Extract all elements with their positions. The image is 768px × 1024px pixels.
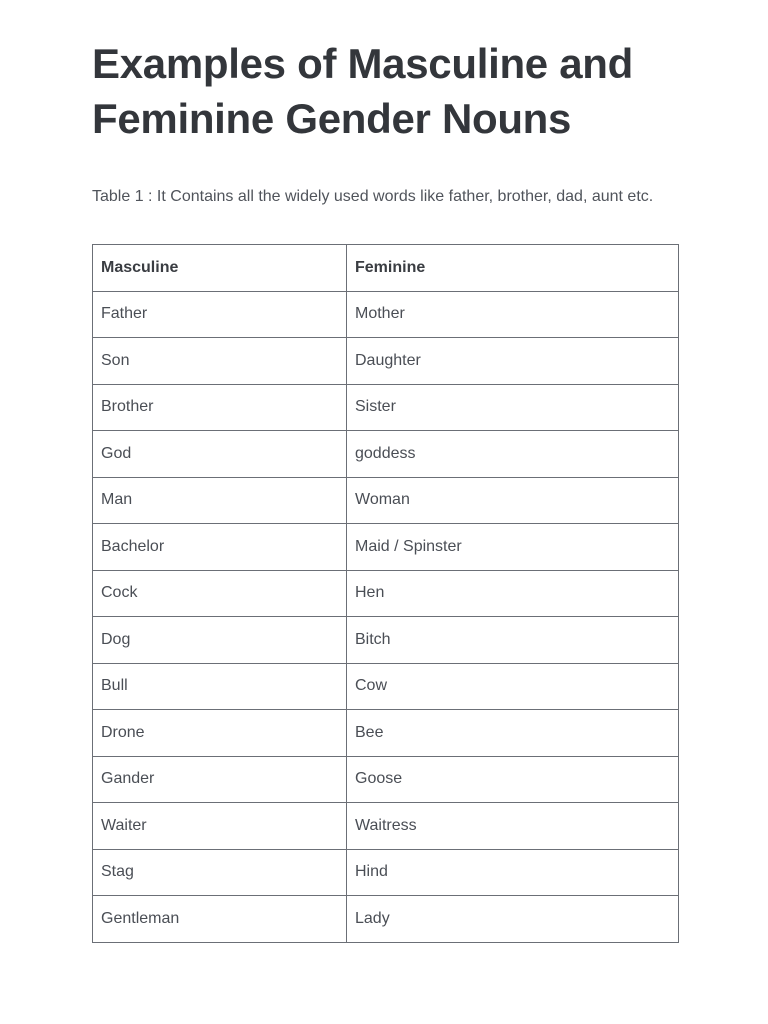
feminine-cell: Lady [347,896,679,943]
masculine-cell: Son [93,338,347,385]
table-row [93,338,679,385]
document-page [92,36,678,943]
column-header-masculine: Masculine [93,245,347,292]
feminine-cell: Cow [347,663,679,710]
gender-nouns-table [92,244,679,943]
table-row [93,291,679,338]
table-caption: Table 1 : It Contains all the widely used words like father, brother, dad, aunt etc. [92,188,654,205]
masculine-cell: Bull [93,663,347,710]
table-row [93,431,679,478]
masculine-cell: Dog [93,617,347,664]
table-row [93,849,679,896]
masculine-cell: Gander [93,756,347,803]
table-row [93,570,679,617]
feminine-cell: Mother [347,291,679,338]
feminine-cell: Bitch [347,617,679,664]
feminine-cell: Woman [347,477,679,524]
table-row [93,384,679,431]
page-title: Examples of Masculine and Feminine Gender Nouns [92,40,634,142]
masculine-cell: Man [93,477,347,524]
masculine-cell: Gentleman [93,896,347,943]
feminine-cell: Daughter [347,338,679,385]
table-row [93,663,679,710]
table-row [93,524,679,571]
table-header-row [93,245,679,292]
masculine-cell: Brother [93,384,347,431]
feminine-cell: Maid / Spinster [347,524,679,571]
masculine-cell: Waiter [93,803,347,850]
table-row [93,477,679,524]
column-header-feminine: Feminine [347,245,679,292]
masculine-cell: Cock [93,570,347,617]
feminine-cell: goddess [347,431,679,478]
feminine-cell: Waitress [347,803,679,850]
table-row [93,617,679,664]
table-row [93,756,679,803]
masculine-cell: Bachelor [93,524,347,571]
masculine-cell: Stag [93,849,347,896]
feminine-cell: Hind [347,849,679,896]
masculine-cell: Father [93,291,347,338]
table-row [93,803,679,850]
table-row [93,710,679,757]
masculine-cell: Drone [93,710,347,757]
feminine-cell: Bee [347,710,679,757]
table-row [93,896,679,943]
feminine-cell: Goose [347,756,679,803]
feminine-cell: Hen [347,570,679,617]
masculine-cell: God [93,431,347,478]
feminine-cell: Sister [347,384,679,431]
